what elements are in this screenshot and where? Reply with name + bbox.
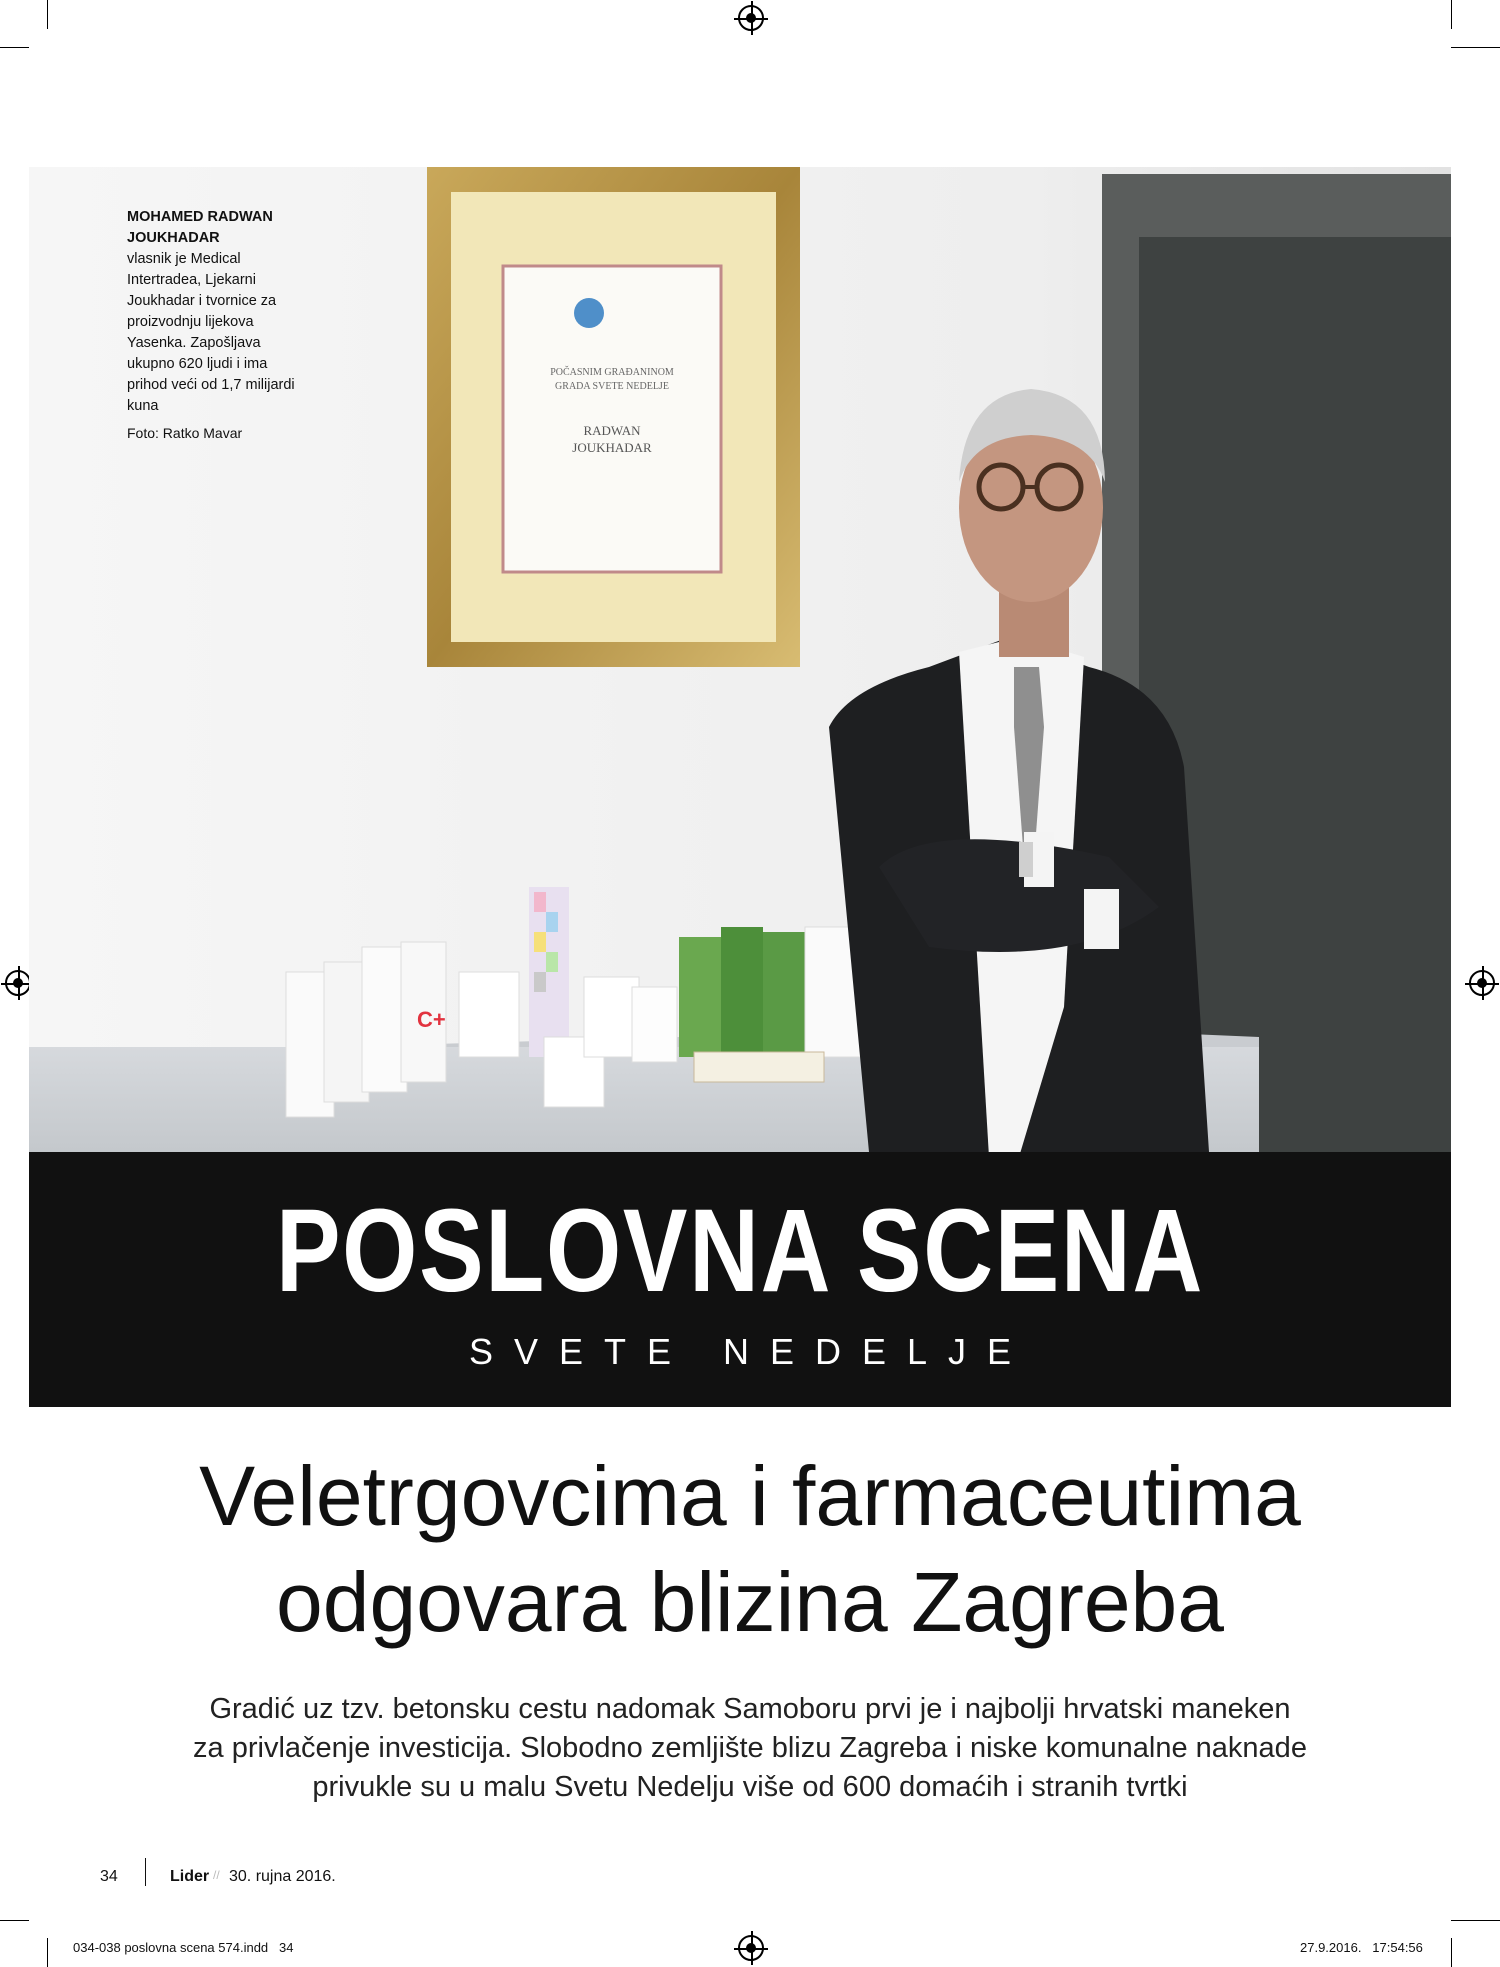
caption-text: vlasnik je Medical Intertradea, Ljekarni Joukhadar i tvornice za proizvodnju lijekova Yasenka. Zapošljava ukupno 620 ljudi i ima prihod veći od 1,7 milijardi kuna — [127, 251, 295, 414]
section-subtitle: SVETE NEDELJE — [468, 1331, 1033, 1372]
magazine-name: Lider — [170, 1868, 210, 1885]
photo-caption — [127, 207, 297, 444]
section-title: POSLOVNA SCENA — [276, 1185, 1204, 1317]
lead-line: za privlačenje investicija. Slobodno zemljište blizu Zagreba i niske komunalne naknade — [193, 1732, 1307, 1764]
photo-credit: Foto: Ratko Mavar — [127, 425, 243, 441]
crop-mark — [1451, 0, 1452, 29]
registration-mark-icon — [738, 5, 764, 31]
registration-mark-icon — [1469, 970, 1495, 996]
slug-timestamp: 27.9.2016. 17:54:56 — [1300, 1940, 1423, 1955]
registration-mark-icon — [5, 970, 31, 996]
article-headline — [60, 1443, 1440, 1655]
folio-separator-icon: // — [213, 1868, 220, 1882]
certificate-text: GRADA SVETE NEDELJE — [555, 381, 669, 392]
crop-mark — [0, 47, 29, 48]
section-banner — [29, 1152, 1451, 1407]
crop-mark — [47, 0, 48, 29]
issue-date: 30. rujna 2016. — [229, 1868, 336, 1885]
crop-mark — [47, 1938, 48, 1967]
lead-line: privukle su u malu Svetu Nedelju više od 600 domaćih i stranih tvrtki — [312, 1771, 1188, 1803]
crop-mark — [1451, 1920, 1500, 1921]
slug-filename: 034-038 poslovna scena 574.indd 34 — [73, 1940, 294, 1955]
headline-line: Veletrgovcima i farmaceutima — [199, 1449, 1301, 1543]
lead-line: Gradić uz tzv. betonsku cestu nadomak Samoboru prvi je i najbolji hrvatski maneken — [209, 1693, 1291, 1725]
registration-mark-icon — [738, 1935, 764, 1961]
page-number: 34 — [100, 1868, 118, 1885]
crop-mark — [1451, 1938, 1452, 1967]
crop-mark — [0, 1920, 29, 1921]
certificate-text: POČASNIM GRAĐANINOM — [550, 367, 674, 378]
article-lead — [100, 1690, 1400, 1807]
caption-name: MOHAMED RADWAN JOUKHADAR — [127, 209, 273, 246]
headline-line: odgovara blizina Zagreba — [276, 1555, 1224, 1649]
certificate-name: RADWAN — [583, 423, 641, 438]
svg-text:C+: C+ — [417, 1007, 446, 1032]
crop-mark — [1451, 47, 1500, 48]
certificate-name: JOUKHADAR — [572, 440, 652, 455]
folio-divider — [145, 1858, 146, 1886]
